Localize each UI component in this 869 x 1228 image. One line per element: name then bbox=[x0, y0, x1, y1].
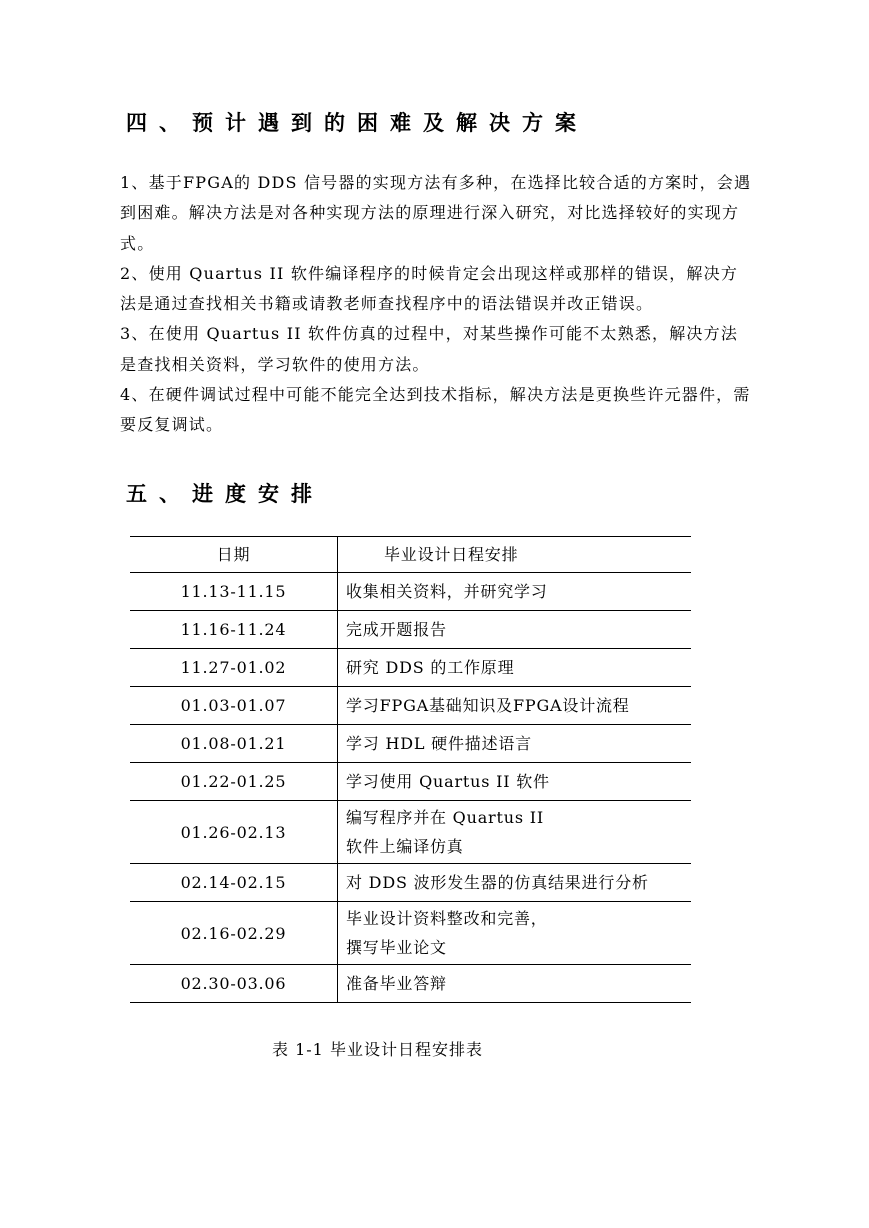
header-date: 日期 bbox=[130, 537, 338, 573]
date-cell: 02.16-02.29 bbox=[130, 902, 338, 965]
plan-cell bbox=[338, 965, 692, 1003]
plan-line: 对 DDS 波形发生器的仿真结果进行分析 bbox=[346, 873, 649, 892]
schedule-table bbox=[130, 536, 691, 1003]
table-row bbox=[130, 965, 691, 1003]
date-cell: 01.26-02.13 bbox=[130, 801, 338, 864]
difficulty-paragraph-4: 4、在硬件调试过程中可能不能完全达到技术指标，解决方法是更换些许元器件，需要反复调试。 bbox=[120, 385, 751, 435]
plan-line: 收集相关资料，并研究学习 bbox=[346, 582, 548, 601]
plan-cell bbox=[338, 725, 692, 763]
table-row bbox=[130, 687, 691, 725]
plan-line: 研究 DDS 的工作原理 bbox=[346, 658, 515, 677]
plan-line: 编写程序并在 Quartus II bbox=[346, 808, 544, 827]
table-row bbox=[130, 801, 691, 864]
plan-cell bbox=[338, 902, 692, 965]
difficulty-paragraph-2: 2、使用 Quartus II 软件编译程序的时候肯定会出现这样或那样的错误，解决方法是通过查找相关书籍或请教老师查找程序中的语法错误并改正错误。 bbox=[120, 263, 739, 314]
table-row bbox=[130, 573, 691, 611]
date-cell: 02.14-02.15 bbox=[130, 864, 338, 902]
date-cell: 11.13-11.15 bbox=[130, 573, 338, 611]
header-plan: 毕业设计日程安排 bbox=[338, 537, 692, 573]
difficulty-paragraph-3: 3、在使用 Quartus II 软件仿真的过程中，对某些操作可能不太熟悉，解决方法是查找相关资料，学习软件的使用方法。 bbox=[120, 324, 739, 374]
date-cell: 02.30-03.06 bbox=[130, 965, 338, 1003]
difficulties-list bbox=[120, 168, 752, 441]
plan-cell bbox=[338, 649, 692, 687]
plan-line: 学习 HDL 硬件描述语言 bbox=[346, 734, 532, 753]
plan-cell bbox=[338, 864, 692, 902]
difficulty-paragraph-1: 1、基于FPGA的 DDS 信号器的实现方法有多种，在选择比较合适的方案时，会遇到困难。解决方法是对各种实现方法的原理进行深入研究，对比选择较好的实现方式。 bbox=[120, 173, 752, 253]
plan-cell bbox=[338, 611, 692, 649]
date-cell: 11.27-01.02 bbox=[130, 649, 338, 687]
section-heading-difficulties: 四、预计遇到的困难及解决方案 bbox=[126, 110, 588, 135]
schedule-table-body bbox=[130, 573, 691, 1003]
date-cell: 01.08-01.21 bbox=[130, 725, 338, 763]
plan-cell bbox=[338, 801, 692, 864]
table-caption: 表 1-1 毕业设计日程安排表 bbox=[272, 1040, 483, 1059]
plan-line: 学习使用 Quartus II 软件 bbox=[346, 772, 550, 791]
table-row bbox=[130, 902, 691, 965]
plan-cell bbox=[338, 573, 692, 611]
table-header-row bbox=[130, 537, 691, 573]
date-cell: 01.22-01.25 bbox=[130, 763, 338, 801]
plan-line: 撰写毕业论文 bbox=[346, 938, 447, 957]
plan-line: 毕业设计资料整改和完善， bbox=[346, 909, 548, 928]
date-cell: 11.16-11.24 bbox=[130, 611, 338, 649]
plan-line: 准备毕业答辩 bbox=[346, 974, 447, 993]
plan-line: 软件上编译仿真 bbox=[346, 837, 464, 856]
plan-line: 学习FPGA基础知识及FPGA设计流程 bbox=[346, 696, 630, 715]
plan-cell bbox=[338, 763, 692, 801]
plan-line: 完成开题报告 bbox=[346, 620, 447, 639]
table-row bbox=[130, 649, 691, 687]
table-row bbox=[130, 864, 691, 902]
table-row bbox=[130, 611, 691, 649]
section-heading-schedule: 五、进度安排 bbox=[126, 481, 324, 506]
date-cell: 01.03-01.07 bbox=[130, 687, 338, 725]
plan-cell bbox=[338, 687, 692, 725]
table-row bbox=[130, 763, 691, 801]
table-row bbox=[130, 725, 691, 763]
